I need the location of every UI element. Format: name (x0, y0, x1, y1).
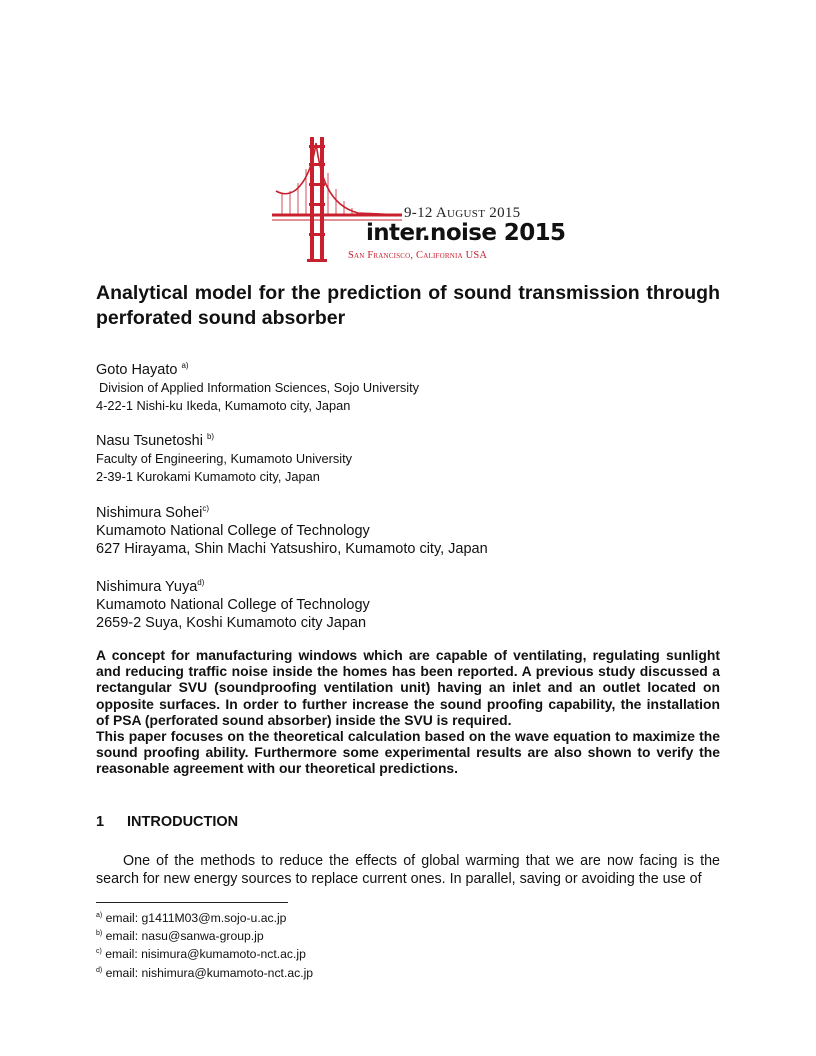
author-address: 2-39-1 Kurokami Kumamoto city, Japan (96, 469, 320, 484)
footnote-mark: c) (96, 948, 102, 956)
author-mark: c) (202, 504, 210, 513)
abstract-paragraph: A concept for manufacturing windows which are capable of ventilating, regulating sunlight and reducing traffic noise inside the homes has been reported. A previous study discussed a rectangular SVU (soundproofing ventilation unit) having an inlet and an outlet located on opposite surfaces. In order to further increase the sound proofing capability, the installation of PSA (perforated sound absorber) inside the SVU is required. (96, 647, 720, 728)
section-title: INTRODUCTION (127, 814, 239, 830)
author-mark: b) (206, 432, 215, 441)
footnote-mark: d) (96, 966, 103, 974)
author-name: Nasu Tsunetoshi (96, 433, 203, 449)
conference-date: 9-12 August 2015 (404, 205, 521, 221)
author-name: Goto Hayato (96, 362, 178, 378)
abstract-paragraph: This paper focuses on the theoretical calculation based on the wave equation to maximize the sound proofing ability. Furthermore some experimental results are also shown to verify the reasonable agreement with our theoretical predictions. (96, 728, 720, 777)
conference-logo (272, 133, 566, 268)
section-number: 1 (96, 814, 105, 830)
author-address: 4-22-1 Nishi-ku Ikeda, Kumamoto city, Japan (96, 398, 351, 413)
footnote-email: email: nasu@sanwa-group.jp (105, 929, 264, 944)
author-mark: d) (197, 578, 205, 587)
conference-location: San Francisco, California USA (348, 250, 488, 261)
footnote-email: email: g1411M03@m.sojo-u.ac.jp (105, 911, 287, 925)
footnote-mark: b) (96, 930, 103, 938)
section-heading (96, 814, 238, 830)
author-block (96, 428, 352, 486)
body-paragraph: One of the methods to reduce the effects of global warming that we are now facing is the search for new energy sources to replace current ones. In parallel, saving or avoiding the use of (96, 853, 720, 887)
footnotes (96, 908, 313, 981)
author-block (96, 357, 419, 415)
footnote (96, 926, 313, 944)
author-address: 627 Hirayama, Shin Machi Yatsushiro, Kumamoto city, Japan (96, 541, 488, 557)
author-affiliation: Kumamoto National College of Technology (96, 523, 370, 539)
footnote-mark: a) (96, 912, 103, 919)
footnote-divider (96, 902, 288, 903)
footnote (96, 944, 313, 962)
author-affiliation: Division of Applied Information Sciences, Sojo University (99, 380, 420, 395)
author-block (96, 574, 370, 632)
footnote (96, 908, 313, 926)
paper-title: Analytical model for the prediction of sound transmission through perforated sound absorber (96, 282, 720, 329)
conference-brand: inter.noise 2015 (366, 220, 566, 246)
author-name: Nishimura Sohei (96, 505, 203, 521)
author-address: 2659-2 Suya, Koshi Kumamoto city Japan (96, 615, 367, 631)
footnote (96, 963, 313, 981)
author-affiliation: Kumamoto National College of Technology (96, 597, 370, 613)
author-block (96, 500, 488, 558)
footnote-email: email: nishimura@kumamoto-nct.ac.jp (105, 965, 314, 980)
footnote-email: email: nisimura@kumamoto-nct.ac.jp (105, 947, 306, 962)
abstract (96, 647, 720, 777)
author-name: Nishimura Yuya (96, 579, 198, 595)
author-mark: a) (181, 361, 189, 370)
author-affiliation: Faculty of Engineering, Kumamoto University (96, 451, 353, 466)
golden-gate-bridge-icon (272, 133, 548, 268)
